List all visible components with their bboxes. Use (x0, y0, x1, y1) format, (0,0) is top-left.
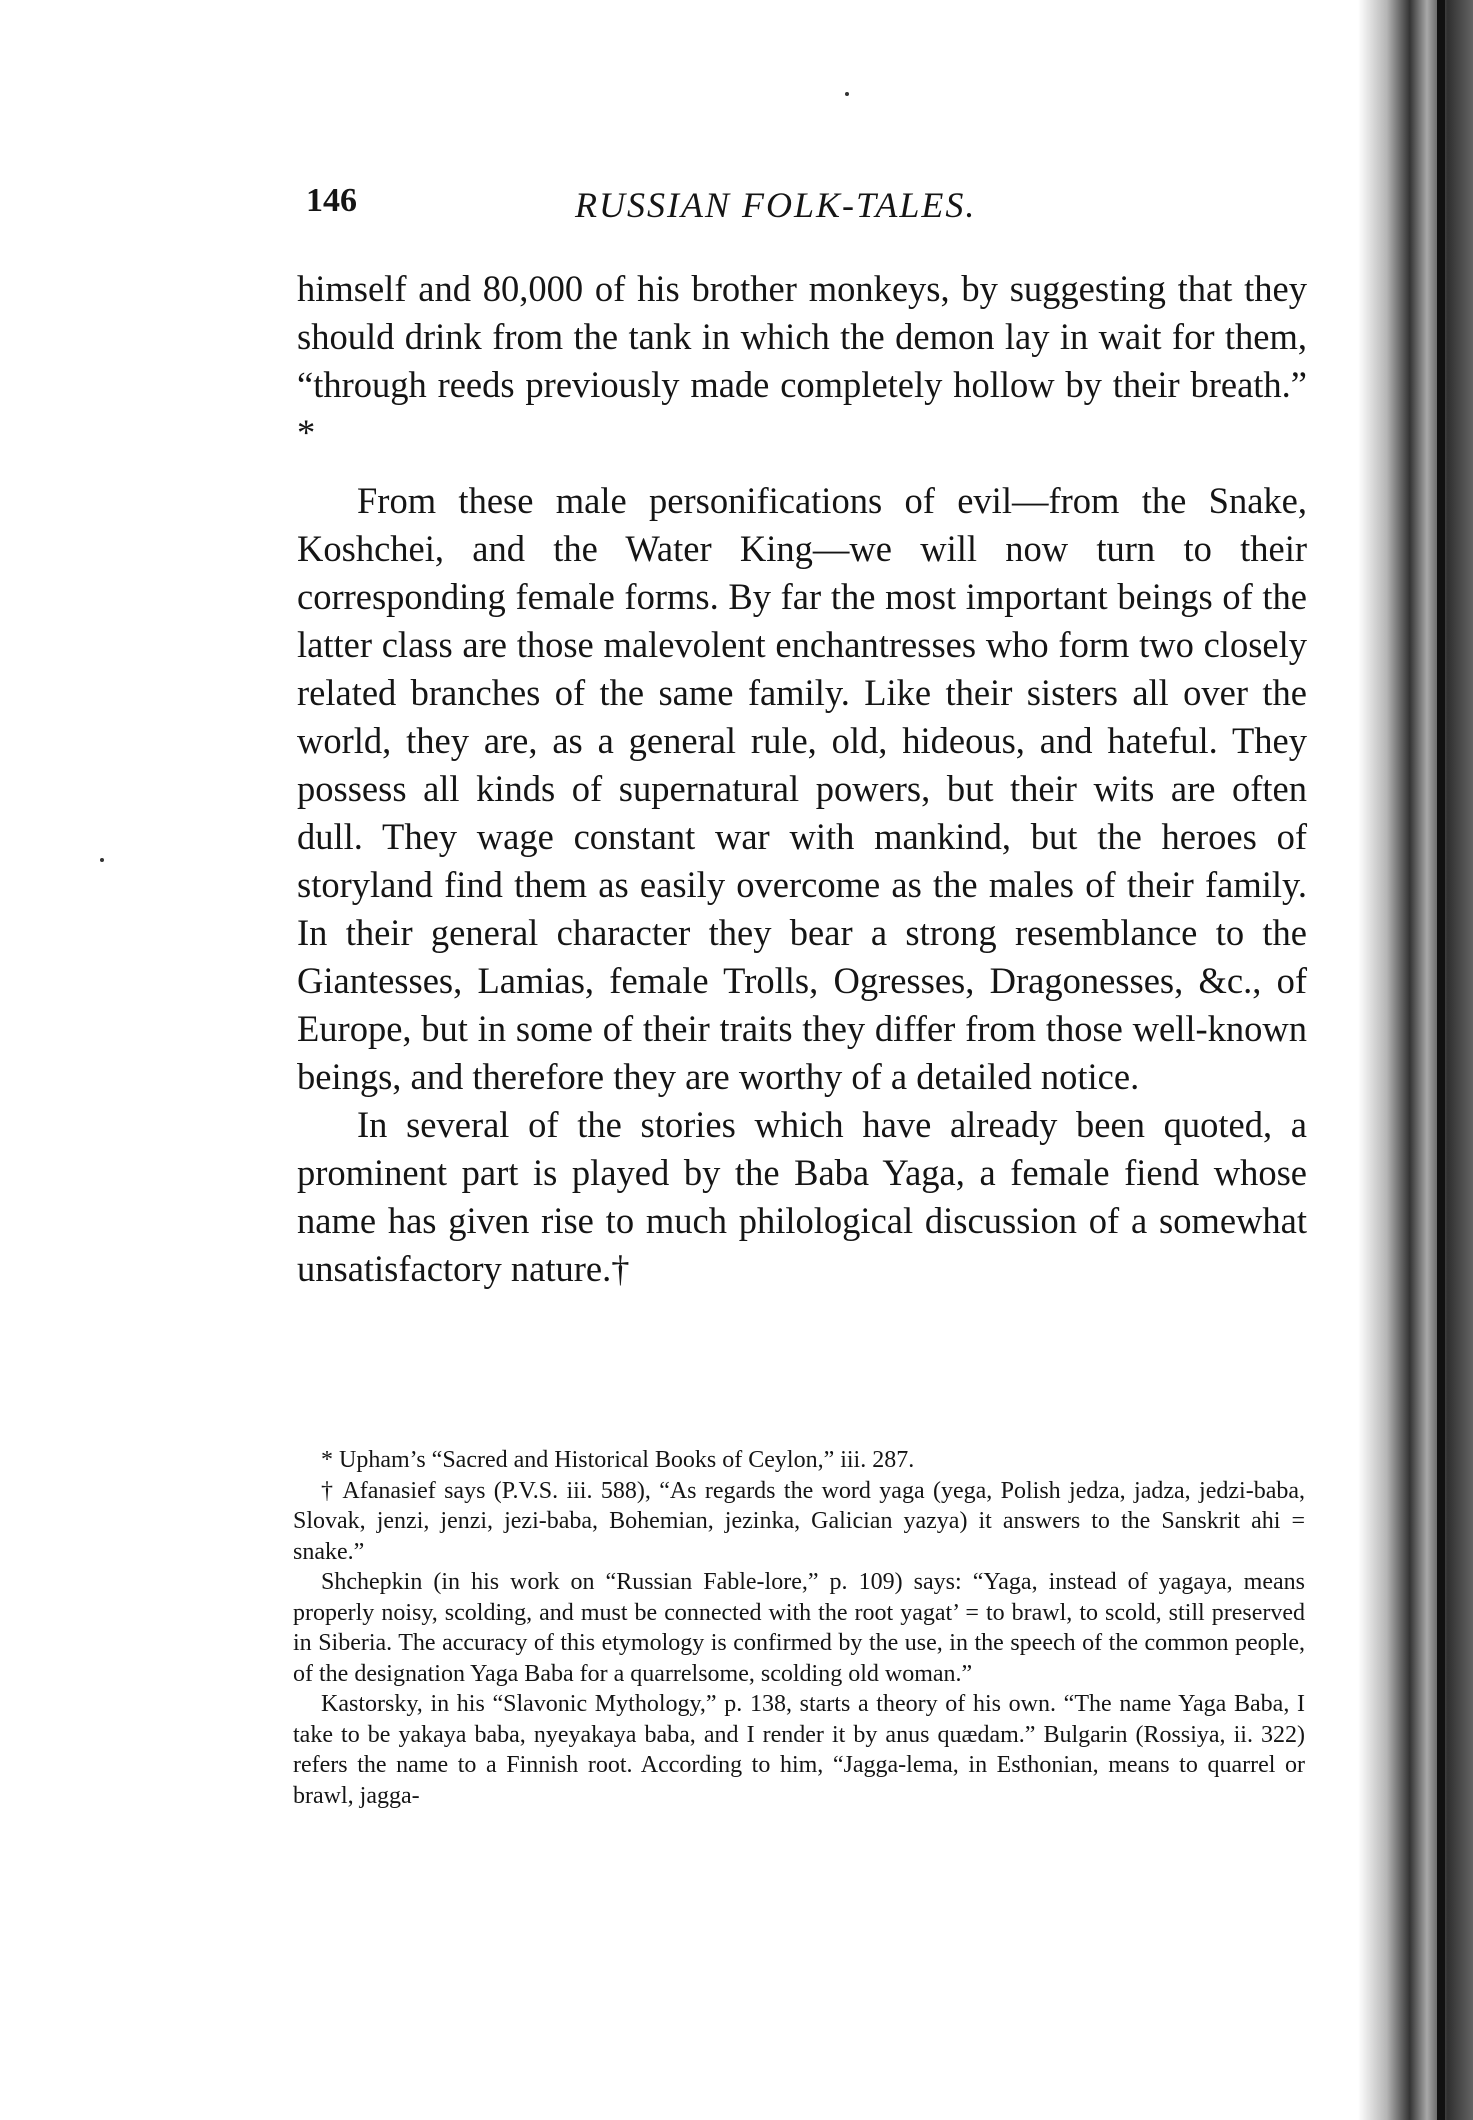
book-spine-shadow (1358, 0, 1473, 2120)
paper-speck (100, 858, 104, 862)
footnote-3: Shchepkin (in his work on “Russian Fable-lore,” p. 109) says: “Yaga, instead of yagaya, means properly noisy, scolding, and must be connected with the root yagat’ = to brawl, to scold, still preserved in Siberia. The accuracy of this etymology is confirmed by the use, in the speech of the common people, of the designation Yaga Baba for a quarrelsome, scolding old woman.” (293, 1569, 1305, 1687)
book-spine-edge (1437, 0, 1445, 2120)
running-title: RUSSIAN FOLK-TALES. (575, 185, 977, 225)
footnote-1: * Upham’s “Sacred and Historical Books of Ceylon,” iii. 287. (321, 1447, 915, 1473)
page-header (300, 182, 1300, 242)
paragraph-2: From these male personifications of evil—from the Snake, Koshchei, and the Water King—we will now turn to their corresponding female forms. By far the most important beings of the latter class are those malevolent enchantresses who form two closely related branches of the same family. Like their sisters all over the world, they are, as a general rule, old, hideous, and hateful. They possess all kinds of supernatural powers, but their wits are often dull. They wage constant war with mankind, but the heroes of storyland find them as easily overcome as the males of their family. In their general character they bear a strong resemblance to the Giantesses, Lamias, female Trolls, Ogresses, Dragonesses, &c., of Europe, but in some of their traits they differ from those well-known beings, and therefore they are worthy of a detailed notice. (297, 480, 1307, 1097)
footnote-2: † Afanasief says (P.V.S. iii. 588), “As regards the word yaga (yega, Polish jedza, jadza, jedzi-baba, Slovak, jenzi, jenzi, jezi-baba, Bohemian, jezinka, Galician yazya) it answers to the Sanskrit ahi = snake.” (293, 1477, 1305, 1565)
paragraph-3: In several of the stories which have already been quoted, a prominent part is played by the Baba Yaga, a female fiend whose name has given rise to much philological discussion of a somewhat unsatisfactory nature.† (297, 1104, 1307, 1289)
footnotes (293, 1445, 1305, 1811)
body-text (297, 265, 1307, 1293)
paragraph-1: himself and 80,000 of his brother monkeys, by suggesting that they should drink from the tank in which the demon lay in wait for them, “through reeds previously made completely hollow by their breath.” * (297, 268, 1307, 453)
paper-speck (845, 92, 849, 96)
page-number: 146 (306, 182, 357, 219)
footnote-4: Kastorsky, in his “Slavonic Mythology,” p. 138, starts a theory of his own. “The name Yaga Baba, I take to be yakaya baba, nyeyakaya baba, and I render it by anus quædam.” Bulgarin (Rossiya, ii. 322) refers the name to a Finnish root. According to him, “Jagga-lema, in Esthonian, means to quarrel or brawl, jagga- (293, 1691, 1305, 1809)
